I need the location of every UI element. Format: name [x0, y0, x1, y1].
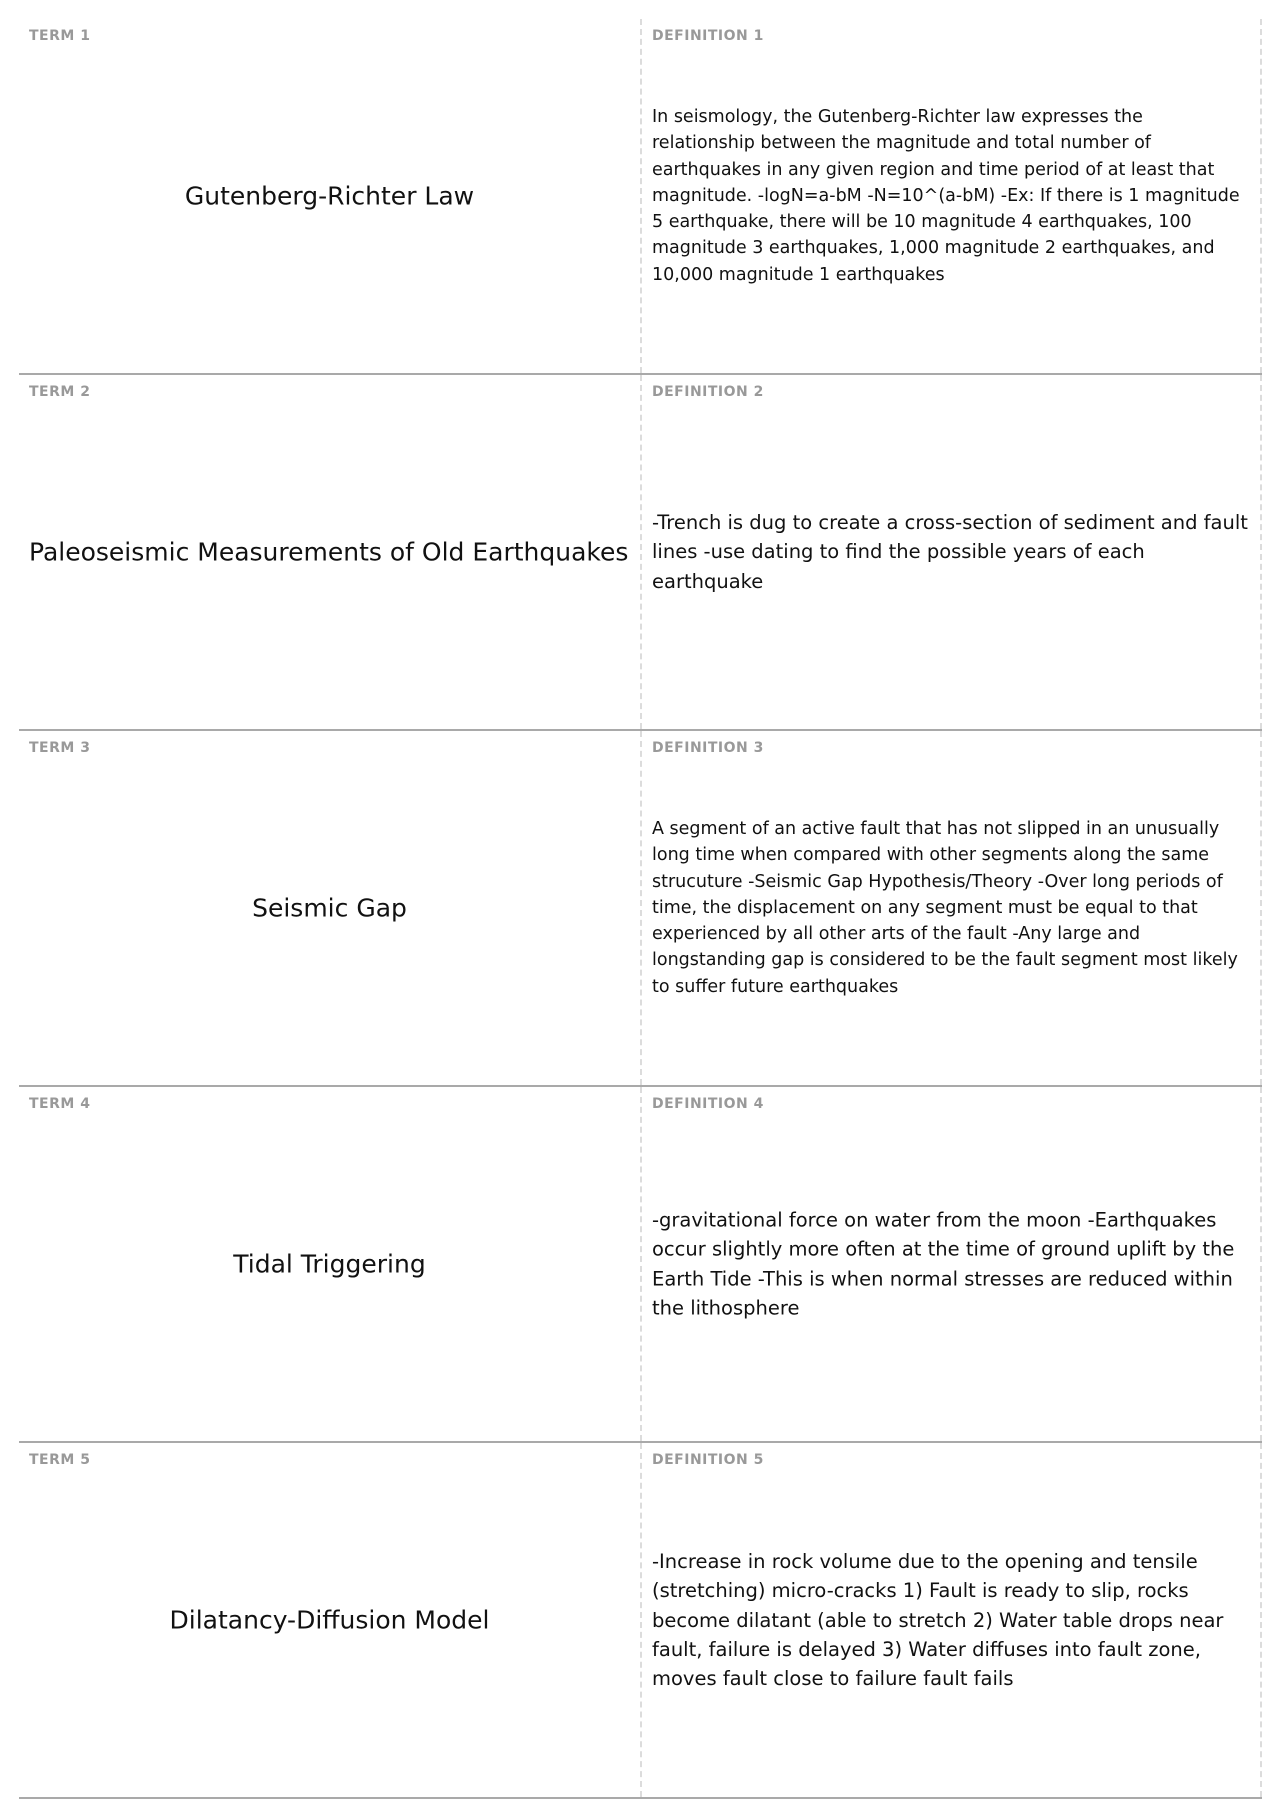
definition-cell: [640, 1443, 1262, 1797]
term-label: TERM 1: [29, 28, 91, 44]
term-text: Paleoseismic Measurements of Old Earthquakes: [29, 537, 629, 567]
term-cell: [19, 375, 640, 729]
definition-cell: [640, 19, 1262, 373]
definition-text: -Increase in rock volume due to the opening and tensile (stretching) micro-cracks 1) Fault is ready to slip, rocks become dilatant (able to stretch 2) Water table drops near fault, failure is delayed 3) Water diffuses into fault zone, moves fault close to failure fault fails: [652, 1549, 1224, 1690]
flashcard-sheet: [19, 19, 1262, 1799]
term-label: TERM 3: [29, 740, 91, 756]
definition-text: A segment of an active fault that has not slipped in an unusually long time when compared with other segments along the same strucuture -Seismic Gap Hypothesis/Theory -Over long periods of time, the displacement on any segment must be equal to that experienced by all other arts of the fault -Any large and longstanding gap is considered to be the fault segment most likely to suffer future earthquakes: [652, 819, 1238, 997]
term-text: Tidal Triggering: [233, 1249, 426, 1279]
definition-label: DEFINITION 1: [652, 28, 764, 44]
definition-text: In seismology, the Gutenberg-Richter law expresses the relationship between the magnitude and total number of earthquakes in any given region and time period of at least that magnitude. -logN=a-bM -N=10^(a-bM) -Ex: If there is 1 magnitude 5 earthquake, there will be 10 magnitude 4 earthquakes, 100 magnitude 3 earthquakes, 1,000 magnitude 2 earthquakes, and 10,000 magnitude 1 earthquakes: [652, 107, 1240, 285]
flashcard-row: [19, 19, 1262, 375]
term-label: TERM 5: [29, 1452, 91, 1468]
flashcard-row: [19, 1087, 1262, 1443]
definition-text: -Trench is dug to create a cross-section of sediment and fault lines -use dating to find the possible years of each earthquake: [652, 511, 1248, 593]
term-cell: [19, 1443, 640, 1797]
definition-label: DEFINITION 2: [652, 384, 764, 400]
term-cell: [19, 1087, 640, 1441]
definition-text: -gravitational force on water from the moon -Earthquakes occur slightly more often at the time of ground uplift by the Earth Tide -This is when normal stresses are reduced within the lithosphere: [652, 1208, 1235, 1320]
term-label: TERM 2: [29, 384, 91, 400]
term-text: Dilatancy-Diffusion Model: [169, 1605, 490, 1635]
definition-label: DEFINITION 3: [652, 740, 764, 756]
definition-cell: [640, 1087, 1262, 1441]
flashcard-row: [19, 731, 1262, 1087]
term-text: Seismic Gap: [252, 893, 407, 923]
term-label: TERM 4: [29, 1096, 91, 1112]
term-cell: [19, 19, 640, 373]
term-text: Gutenberg-Richter Law: [184, 181, 475, 211]
term-cell: [19, 731, 640, 1085]
definition-cell: [640, 375, 1262, 729]
flashcard-row: [19, 1443, 1262, 1799]
definition-label: DEFINITION 4: [652, 1096, 764, 1112]
flashcard-row: [19, 375, 1262, 731]
definition-cell: [640, 731, 1262, 1085]
definition-label: DEFINITION 5: [652, 1452, 764, 1468]
